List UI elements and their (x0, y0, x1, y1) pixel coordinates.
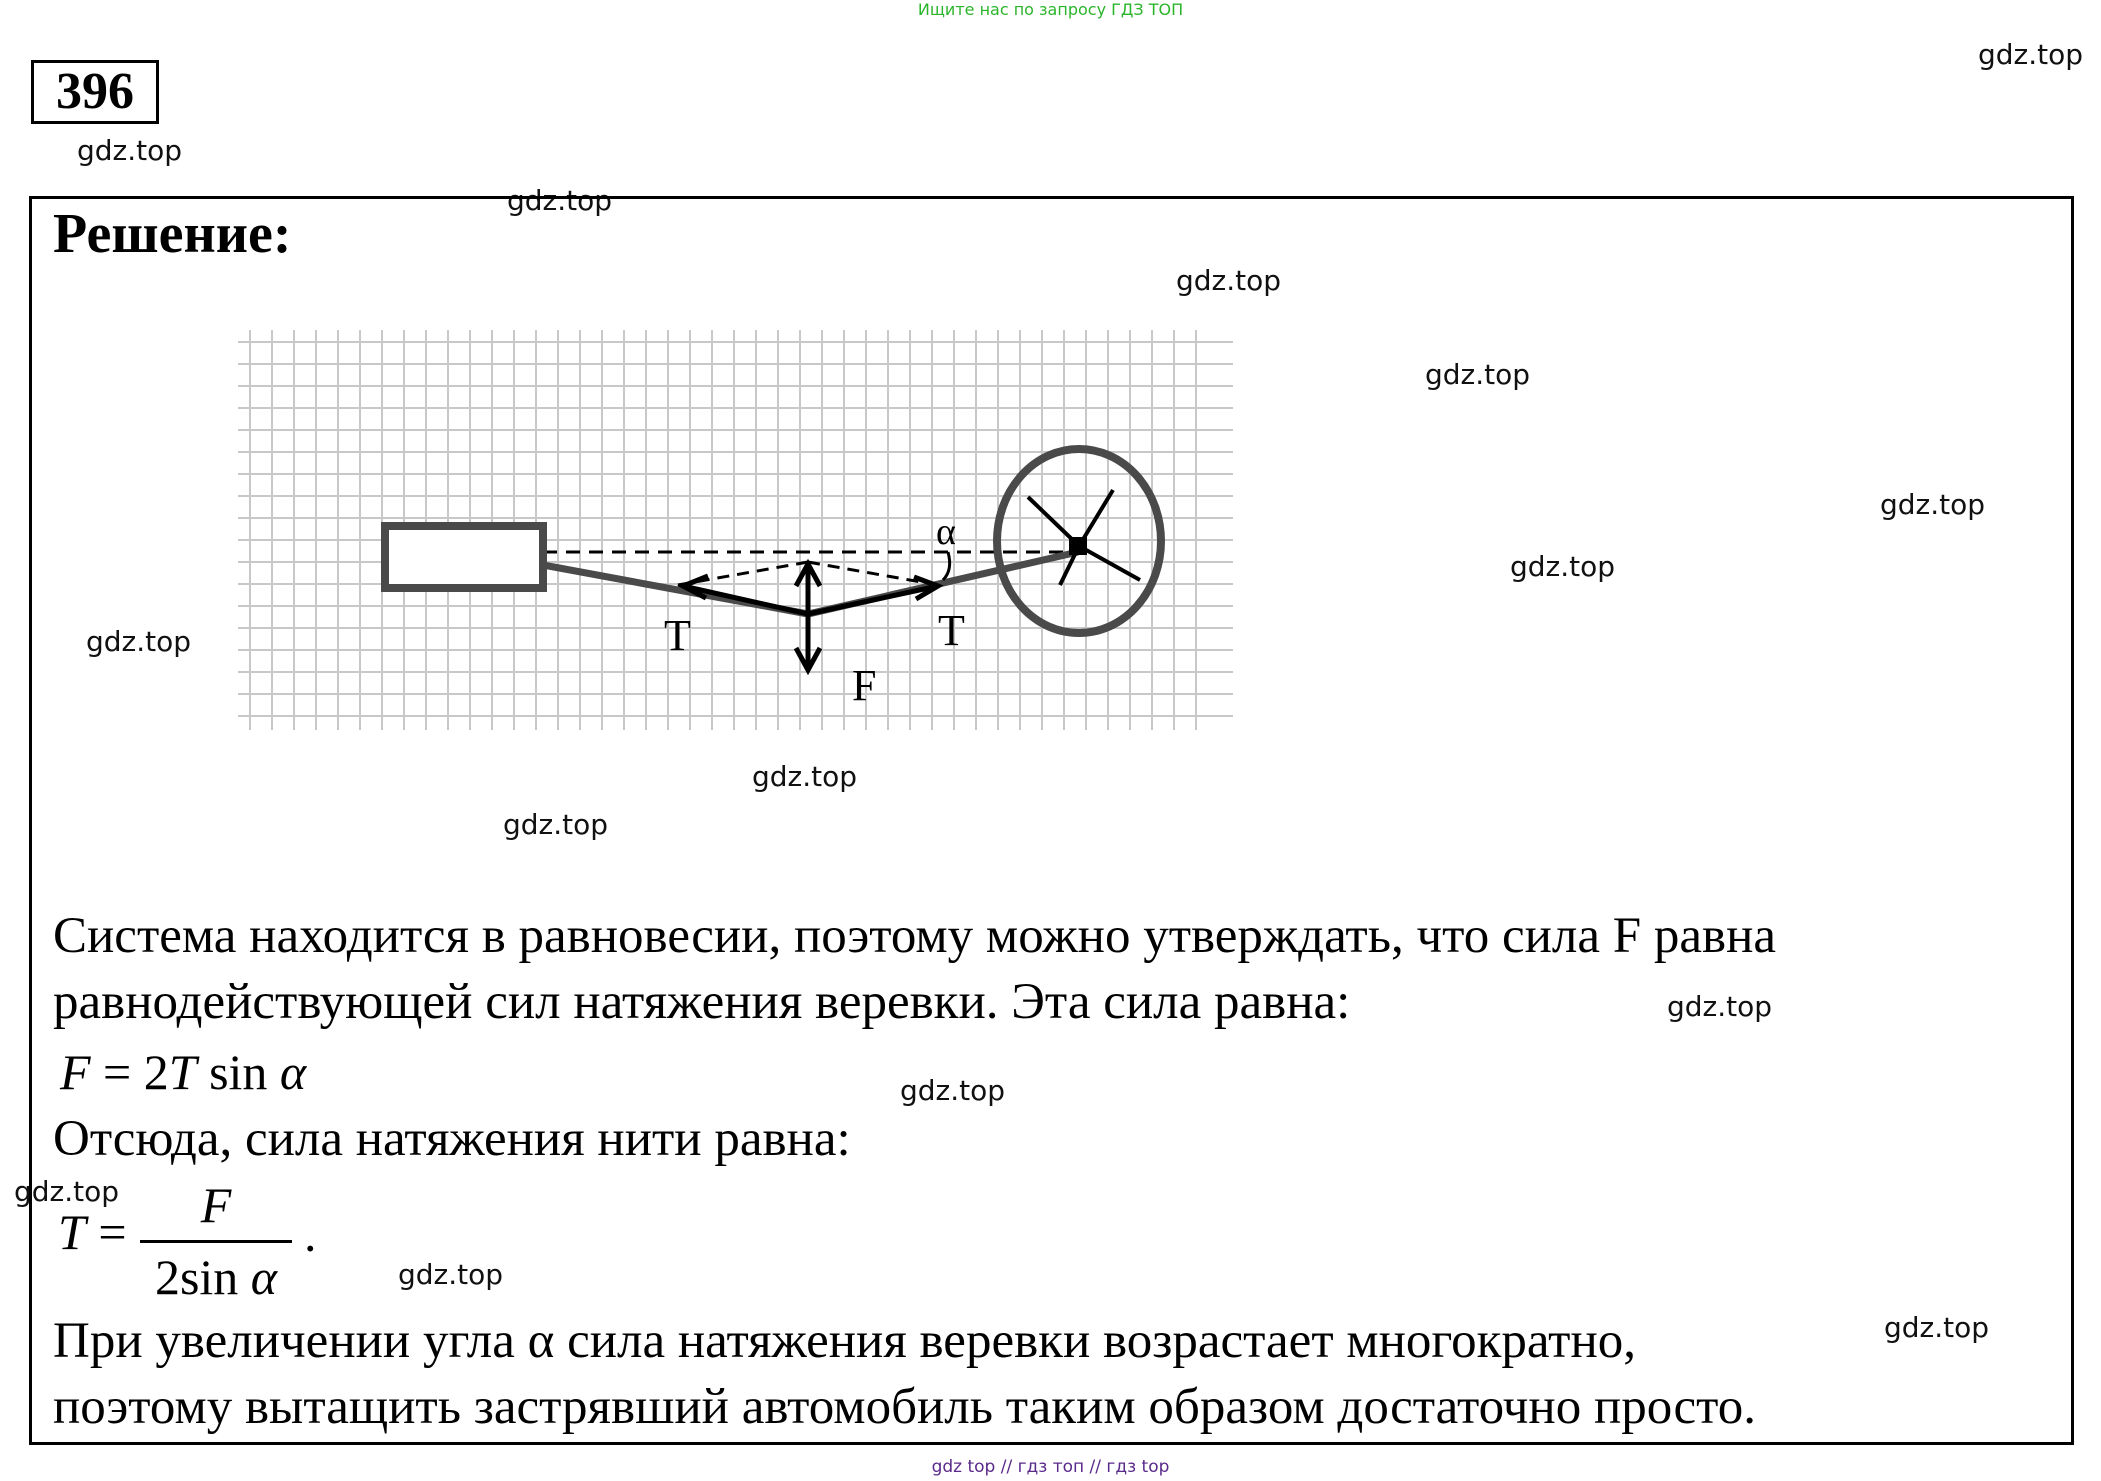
angle-arc (943, 552, 950, 580)
label-tension-right: T (938, 606, 965, 655)
formula-t-den-alpha: α (250, 1249, 278, 1305)
watermark: gdz.top (14, 1175, 120, 1208)
watermark: gdz.top (1880, 488, 1986, 521)
task-number: 396 (31, 60, 159, 124)
formula-t-den-sin: sin (179, 1249, 239, 1305)
formula-tension-lhs (58, 1203, 127, 1261)
label-alpha: α (936, 511, 956, 553)
formula-t-num-f: F (200, 1177, 232, 1233)
solution-heading: Решение: (53, 203, 292, 265)
watermark: gdz.top (398, 1258, 504, 1291)
formula-t-denominator (140, 1248, 292, 1306)
formula-t-den-coef: 2 (154, 1249, 180, 1305)
text-line-1: Система находится в равновесии, поэтому можно утверждать, что сила F равна (53, 908, 1776, 964)
wheel-hub (1069, 537, 1087, 555)
top-search-hint: Ищите нас по запросу ГДЗ ТОП (917, 0, 1184, 19)
load-block (385, 526, 543, 588)
watermark: gdz.top (1667, 990, 1773, 1023)
text-line-4: При увеличении угла α сила натяжения веревки возрастает многократно, (53, 1313, 1636, 1369)
tension-arrow-left (683, 586, 808, 614)
formula-t-numerator (140, 1176, 292, 1234)
formula-force (60, 1043, 306, 1101)
force-diagram (218, 330, 1253, 735)
label-force: F (852, 661, 877, 710)
formula-t-dot: . (304, 1206, 317, 1262)
watermark: gdz.top (503, 808, 609, 841)
formula-f-coef: 2 (143, 1044, 169, 1100)
watermark: gdz.top (77, 134, 183, 167)
formula-f-sin: sin (209, 1044, 268, 1100)
dashed-parallel-right (808, 562, 938, 585)
text-line-3: Отсюда, сила натяжения нити равна: (53, 1111, 851, 1167)
text-line-5: поэтому вытащить застрявший автомобиль таким образом достаточно просто. (53, 1379, 1757, 1435)
formula-f-T: T (168, 1044, 197, 1100)
watermark: gdz.top (1884, 1311, 1990, 1344)
bottom-site-links: gdz top // гдз топ // гдз top (931, 1457, 1170, 1477)
label-tension-left: T (664, 611, 691, 660)
formula-t-lhs: T (58, 1204, 86, 1260)
watermark: gdz.top (752, 760, 858, 793)
formula-t-eq: = (98, 1204, 127, 1260)
watermark: gdz.top (1425, 358, 1531, 391)
watermark: gdz.top (86, 625, 192, 658)
formula-f-eq: = (103, 1044, 132, 1100)
watermark: gdz.top (1510, 550, 1616, 583)
text-line-2: равнодействующей сил натяжения веревки. Эта сила равна: (53, 974, 1351, 1030)
watermark: gdz.top (507, 184, 613, 217)
fraction-bar (140, 1240, 292, 1243)
watermark: gdz.top (900, 1074, 1006, 1107)
formula-f-lhs: F (60, 1044, 91, 1100)
watermark: gdz.top (1978, 38, 2084, 71)
watermark: gdz.top (1176, 264, 1282, 297)
formula-f-alpha: α (279, 1044, 307, 1100)
